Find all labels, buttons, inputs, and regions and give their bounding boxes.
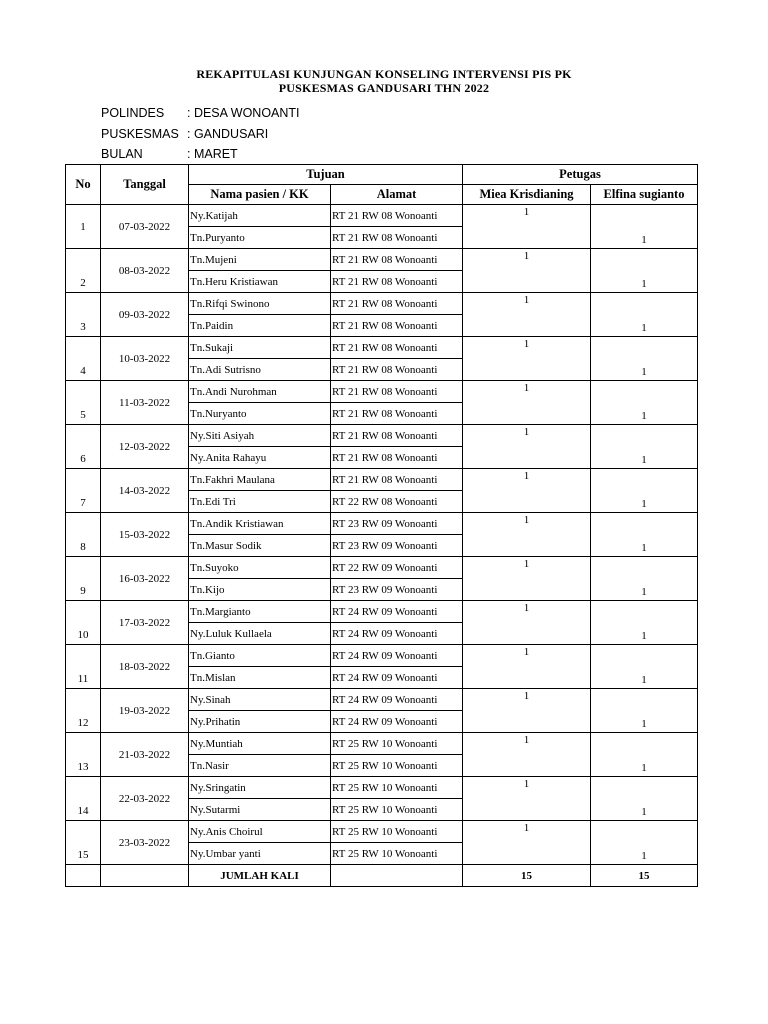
row-alamat: RT 25 RW 10 Wonoanti — [331, 733, 463, 755]
row-nama: Ny.Anis Choirul — [189, 821, 331, 843]
header-no: No — [66, 165, 101, 205]
meta-value: : GANDUSARI — [187, 127, 269, 141]
row-tanggal: 21-03-2022 — [101, 733, 189, 777]
row-tanggal: 18-03-2022 — [101, 645, 189, 689]
row-petugas2-empty — [591, 425, 698, 447]
row-no: 4 — [66, 337, 101, 381]
row-nama: Tn.Mislan — [189, 667, 331, 689]
row-no: 1 — [66, 205, 101, 249]
row-petugas2-empty — [591, 293, 698, 315]
row-petugas1: 1 — [463, 689, 591, 711]
row-petugas2-empty — [591, 469, 698, 491]
table-row — [66, 777, 698, 799]
row-nama: Tn.Rifqi Swinono — [189, 293, 331, 315]
row-petugas2-empty — [591, 381, 698, 403]
row-no: 12 — [66, 689, 101, 733]
row-tanggal: 16-03-2022 — [101, 557, 189, 601]
row-tanggal: 07-03-2022 — [101, 205, 189, 249]
row-tanggal: 11-03-2022 — [101, 381, 189, 425]
row-alamat: RT 24 RW 09 Wonoanti — [331, 601, 463, 623]
row-nama: Ny.Luluk Kullaela — [189, 623, 331, 645]
row-petugas1: 1 — [463, 205, 591, 227]
row-nama: Ny.Katijah — [189, 205, 331, 227]
document-title: REKAPITULASI KUNJUNGAN KONSELING INTERVENSI PIS PK — [196, 67, 572, 81]
row-petugas2-empty — [591, 557, 698, 579]
row-no: 8 — [66, 513, 101, 557]
row-petugas1-empty — [463, 359, 591, 381]
row-petugas2: 1 — [591, 843, 698, 865]
row-alamat: RT 21 RW 08 Wonoanti — [331, 293, 463, 315]
row-petugas2: 1 — [591, 491, 698, 513]
table-row — [66, 689, 698, 711]
row-alamat: RT 24 RW 09 Wonoanti — [331, 623, 463, 645]
row-nama: Ny.Sringatin — [189, 777, 331, 799]
row-alamat: RT 25 RW 10 Wonoanti — [331, 755, 463, 777]
row-petugas2-empty — [591, 821, 698, 843]
row-nama: Ny.Sinah — [189, 689, 331, 711]
row-nama: Tn.Andi Nurohman — [189, 381, 331, 403]
row-petugas2-empty — [591, 513, 698, 535]
row-nama: Tn.Gianto — [189, 645, 331, 667]
row-no: 11 — [66, 645, 101, 689]
row-petugas2: 1 — [591, 535, 698, 557]
row-petugas2-empty — [591, 689, 698, 711]
row-no: 14 — [66, 777, 101, 821]
table-row — [66, 645, 698, 667]
header-petugas: Petugas — [463, 165, 698, 185]
table-row — [66, 733, 698, 755]
row-petugas1-empty — [463, 799, 591, 821]
row-no: 13 — [66, 733, 101, 777]
row-petugas2-empty — [591, 337, 698, 359]
row-alamat: RT 22 RW 09 Wonoanti — [331, 557, 463, 579]
table-row — [66, 205, 698, 227]
row-tanggal: 12-03-2022 — [101, 425, 189, 469]
total-empty-cell — [331, 865, 463, 887]
meta-value: : DESA WONOANTI — [187, 106, 300, 120]
table-row — [66, 601, 698, 623]
row-nama: Tn.Nuryanto — [189, 403, 331, 425]
row-petugas1: 1 — [463, 733, 591, 755]
total-label: JUMLAH KALI — [189, 865, 331, 887]
meta-polindes — [101, 106, 300, 120]
row-tanggal: 10-03-2022 — [101, 337, 189, 381]
row-nama: Tn.Heru Kristiawan — [189, 271, 331, 293]
row-nama: Ny.Umbar yanti — [189, 843, 331, 865]
row-tanggal: 17-03-2022 — [101, 601, 189, 645]
row-tanggal: 15-03-2022 — [101, 513, 189, 557]
row-alamat: RT 25 RW 10 Wonoanti — [331, 843, 463, 865]
row-alamat: RT 25 RW 10 Wonoanti — [331, 821, 463, 843]
table-row — [66, 425, 698, 447]
row-petugas2: 1 — [591, 755, 698, 777]
row-alamat: RT 23 RW 09 Wonoanti — [331, 513, 463, 535]
row-alamat: RT 23 RW 09 Wonoanti — [331, 579, 463, 601]
row-petugas1: 1 — [463, 381, 591, 403]
row-nama: Tn.Edi Tri — [189, 491, 331, 513]
row-petugas2: 1 — [591, 315, 698, 337]
row-alamat: RT 21 RW 08 Wonoanti — [331, 271, 463, 293]
row-petugas1-empty — [463, 271, 591, 293]
row-nama: Ny.Muntiah — [189, 733, 331, 755]
row-alamat: RT 24 RW 09 Wonoanti — [331, 689, 463, 711]
header-petugas2: Elfina sugianto — [591, 185, 698, 205]
row-petugas1-empty — [463, 315, 591, 337]
row-no: 7 — [66, 469, 101, 513]
meta-label: BULAN — [101, 147, 143, 161]
row-petugas2: 1 — [591, 711, 698, 733]
row-petugas1-empty — [463, 403, 591, 425]
row-no: 10 — [66, 601, 101, 645]
total-petugas1: 15 — [463, 865, 591, 887]
row-petugas1-empty — [463, 711, 591, 733]
row-petugas1: 1 — [463, 557, 591, 579]
row-petugas1-empty — [463, 843, 591, 865]
document-subtitle: PUSKESMAS GANDUSARI THN 2022 — [278, 81, 490, 95]
row-nama: Ny.Anita Rahayu — [189, 447, 331, 469]
meta-value: : MARET — [187, 147, 238, 161]
row-alamat: RT 25 RW 10 Wonoanti — [331, 799, 463, 821]
row-tanggal: 19-03-2022 — [101, 689, 189, 733]
table-row — [66, 381, 698, 403]
row-nama: Ny.Sutarmi — [189, 799, 331, 821]
row-no: 5 — [66, 381, 101, 425]
row-alamat: RT 21 RW 08 Wonoanti — [331, 381, 463, 403]
table-row — [66, 557, 698, 579]
meta-puskesmas — [101, 127, 268, 141]
row-petugas1: 1 — [463, 469, 591, 491]
row-alamat: RT 21 RW 08 Wonoanti — [331, 425, 463, 447]
row-nama: Tn.Paidin — [189, 315, 331, 337]
table-row — [66, 469, 698, 491]
row-petugas2-empty — [591, 205, 698, 227]
table-row — [66, 337, 698, 359]
row-petugas2: 1 — [591, 271, 698, 293]
row-petugas2-empty — [591, 733, 698, 755]
row-petugas2: 1 — [591, 227, 698, 249]
row-no: 15 — [66, 821, 101, 865]
row-petugas1: 1 — [463, 513, 591, 535]
row-petugas2: 1 — [591, 623, 698, 645]
row-alamat: RT 21 RW 08 Wonoanti — [331, 359, 463, 381]
rekap-table — [65, 164, 698, 887]
row-alamat: RT 21 RW 08 Wonoanti — [331, 337, 463, 359]
row-nama: Tn.Andik Kristiawan — [189, 513, 331, 535]
table-row — [66, 821, 698, 843]
row-petugas2: 1 — [591, 579, 698, 601]
row-tanggal: 14-03-2022 — [101, 469, 189, 513]
row-petugas1-empty — [463, 667, 591, 689]
row-alamat: RT 21 RW 08 Wonoanti — [331, 315, 463, 337]
header-tujuan: Tujuan — [189, 165, 463, 185]
table-row — [66, 249, 698, 271]
table-row — [66, 513, 698, 535]
header-tanggal: Tanggal — [101, 165, 189, 205]
row-nama: Tn.Mujeni — [189, 249, 331, 271]
row-nama: Tn.Puryanto — [189, 227, 331, 249]
row-petugas1-empty — [463, 227, 591, 249]
row-alamat: RT 24 RW 09 Wonoanti — [331, 667, 463, 689]
header-alamat: Alamat — [331, 185, 463, 205]
row-tanggal: 08-03-2022 — [101, 249, 189, 293]
table-row — [66, 293, 698, 315]
total-row — [66, 865, 698, 887]
row-petugas1-empty — [463, 755, 591, 777]
total-empty-cell — [101, 865, 189, 887]
row-petugas1-empty — [463, 447, 591, 469]
row-alamat: RT 21 RW 08 Wonoanti — [331, 205, 463, 227]
row-petugas1: 1 — [463, 777, 591, 799]
row-petugas2: 1 — [591, 447, 698, 469]
row-alamat: RT 21 RW 08 Wonoanti — [331, 249, 463, 271]
table-body — [66, 205, 698, 865]
row-tanggal: 09-03-2022 — [101, 293, 189, 337]
meta-bulan — [101, 147, 238, 161]
row-petugas2: 1 — [591, 359, 698, 381]
row-nama: Tn.Masur Sodik — [189, 535, 331, 557]
row-alamat: RT 21 RW 08 Wonoanti — [331, 469, 463, 491]
row-no: 3 — [66, 293, 101, 337]
row-petugas1-empty — [463, 535, 591, 557]
row-nama: Tn.Margianto — [189, 601, 331, 623]
row-nama: Ny.Siti Asiyah — [189, 425, 331, 447]
row-tanggal: 23-03-2022 — [101, 821, 189, 865]
row-no: 9 — [66, 557, 101, 601]
row-alamat: RT 24 RW 09 Wonoanti — [331, 645, 463, 667]
row-alamat: RT 21 RW 08 Wonoanti — [331, 447, 463, 469]
row-petugas1-empty — [463, 491, 591, 513]
row-petugas1-empty — [463, 579, 591, 601]
row-petugas1: 1 — [463, 645, 591, 667]
row-petugas2-empty — [591, 777, 698, 799]
row-alamat: RT 24 RW 09 Wonoanti — [331, 711, 463, 733]
row-no: 2 — [66, 249, 101, 293]
row-petugas2-empty — [591, 645, 698, 667]
row-petugas2-empty — [591, 601, 698, 623]
row-petugas1: 1 — [463, 425, 591, 447]
meta-label: PUSKESMAS — [101, 127, 179, 141]
row-petugas1: 1 — [463, 249, 591, 271]
row-tanggal: 22-03-2022 — [101, 777, 189, 821]
header-petugas1: Miea Krisdianing — [463, 185, 591, 205]
row-nama: Ny.Prihatin — [189, 711, 331, 733]
row-petugas1: 1 — [463, 601, 591, 623]
row-petugas1: 1 — [463, 821, 591, 843]
row-nama: Tn.Adi Sutrisno — [189, 359, 331, 381]
row-nama: Tn.Sukaji — [189, 337, 331, 359]
row-alamat: RT 21 RW 08 Wonoanti — [331, 403, 463, 425]
row-nama: Tn.Nasir — [189, 755, 331, 777]
row-petugas1: 1 — [463, 293, 591, 315]
row-petugas2-empty — [591, 249, 698, 271]
total-petugas2: 15 — [591, 865, 698, 887]
row-petugas2: 1 — [591, 667, 698, 689]
row-nama: Tn.Kijo — [189, 579, 331, 601]
total-empty-cell — [66, 865, 101, 887]
row-alamat: RT 23 RW 09 Wonoanti — [331, 535, 463, 557]
row-petugas1: 1 — [463, 337, 591, 359]
meta-label: POLINDES — [101, 106, 165, 120]
row-petugas1-empty — [463, 623, 591, 645]
row-no: 6 — [66, 425, 101, 469]
header-nama: Nama pasien / KK — [189, 185, 331, 205]
row-petugas2: 1 — [591, 403, 698, 425]
row-petugas2: 1 — [591, 799, 698, 821]
row-nama: Tn.Fakhri Maulana — [189, 469, 331, 491]
row-alamat: RT 21 RW 08 Wonoanti — [331, 227, 463, 249]
row-alamat: RT 25 RW 10 Wonoanti — [331, 777, 463, 799]
row-nama: Tn.Suyoko — [189, 557, 331, 579]
row-alamat: RT 22 RW 08 Wonoanti — [331, 491, 463, 513]
